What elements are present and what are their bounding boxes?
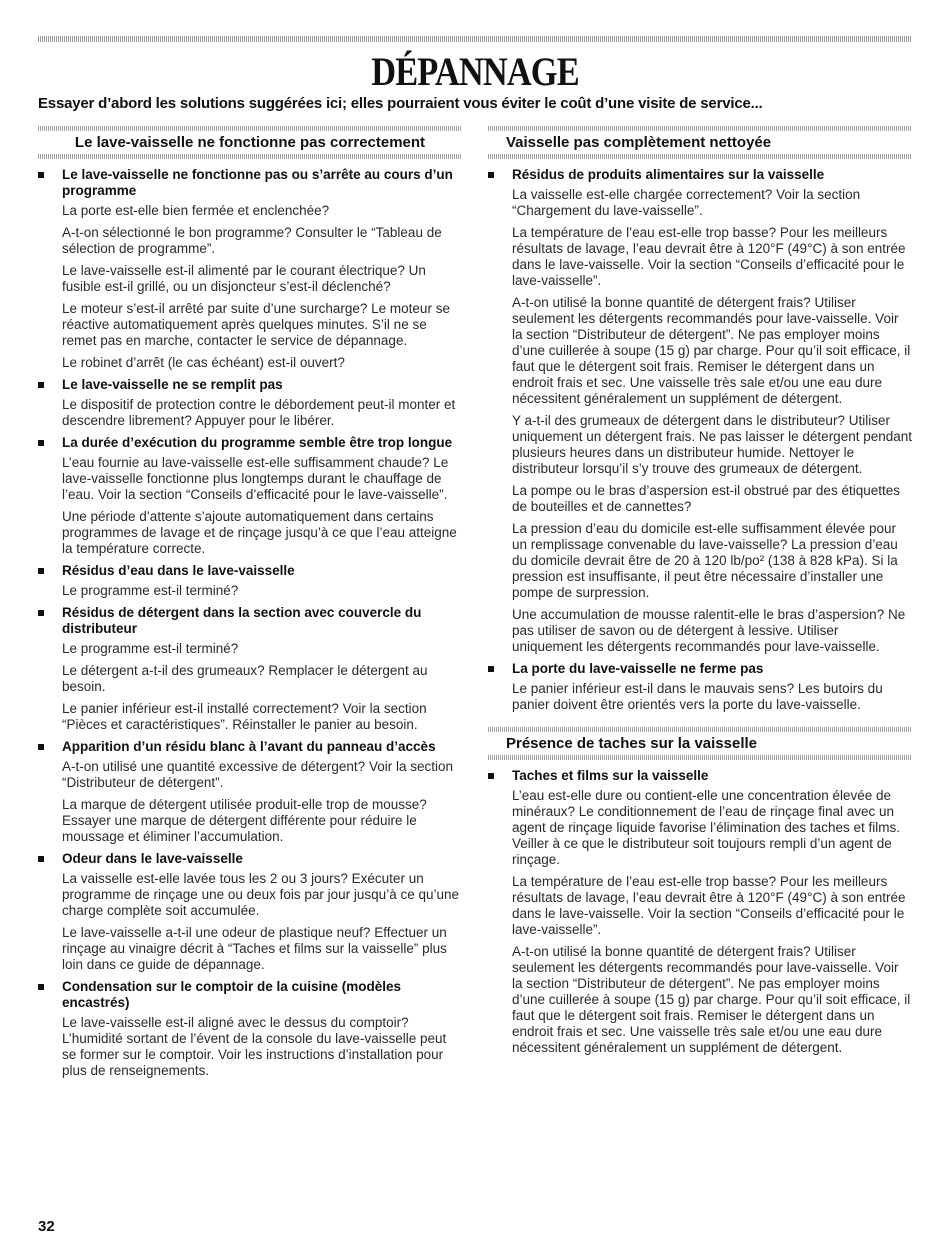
issue-heading: Le lave-vaisselle ne se remplit pas (62, 377, 283, 392)
issue-paragraph: A-t-on sélectionné le bon programme? Consulter le “Tableau de sélection de programme”. (62, 225, 442, 256)
issue-item (38, 739, 462, 845)
issue-heading: Condensation sur le comptoir de la cuisine (modèles encastrés) (62, 979, 402, 1010)
issue-heading: Résidus de détergent dans la section avec couvercle du distributeur (62, 605, 422, 636)
issue-item (38, 167, 462, 371)
issue-paragraph: La pression d’eau du domicile est-elle suffisamment élevée pour un remplissage convenable du lave-vaisselle? La pression d’eau du domicile devrait être de 20 à 120 lb/po² (138 à 828 kPa). Si la pression est insuffisante, il peut être nécessaire d’installer une pompe de surpression. (512, 521, 898, 600)
issue-heading: Odeur dans le lave-vaisselle (62, 851, 243, 866)
issue-paragraph: Y a-t-il des grumeaux de détergent dans le distributeur? Utiliser uniquement un détergent frais. Ne pas laisser le détergent pendant plusieurs heures dans un distributeur humide. Nettoyer le distributeur lorsqu’il s’y trouve des grumeaux de détergent. (512, 413, 913, 476)
issue-item (38, 851, 462, 973)
issue-paragraph: La pompe ou le bras d’aspersion est-il obstrué par des étiquettes de bouteilles et de cannettes? (512, 483, 900, 514)
section-rule-top (488, 727, 912, 732)
issue-paragraph: La porte est-elle bien fermée et enclenchée? (62, 203, 330, 218)
square-bullet-icon (488, 666, 494, 672)
section-header (488, 120, 912, 167)
issue-paragraph: A-t-on utilisé la bonne quantité de détergent frais? Utiliser seulement les détergents recommandés pour lave-vaisselle. Voir la section “Distributeur de détergent”. Ne pas employer moins d’une cuillerée à soupe (15 g) par charge. Pour qu’il soit efficace, il faut que le détergent soit frais. Remiser le détergent dans un endroit frais et sec. Une vaisselle très sale et/ou une eau dure nécessitent généralement un supplément de détergent. (512, 944, 911, 1055)
issue-heading: Le lave-vaisselle ne fonctionne pas ou s’arrête au cours d’un programme (62, 167, 453, 198)
section-rule-bottom (488, 154, 912, 159)
section-heading: Présence de taches sur la vaisselle (506, 735, 757, 752)
issue-paragraph: Le programme est-il terminé? (62, 583, 239, 598)
issue-paragraph: Le lave-vaisselle est-il alimenté par le courant électrique? Un fusible est-il grillé, ou un disjoncteur s’est-il déclenché? (62, 263, 426, 294)
section-spots (488, 721, 912, 1056)
square-bullet-icon (38, 856, 44, 862)
left-column (38, 120, 462, 1085)
issue-paragraph: A-t-on utilisé la bonne quantité de détergent frais? Utiliser seulement les détergents recommandés pour lave-vaisselle. Voir la section “Distributeur de détergent”. Ne pas employer moins d’une cuillerée à soupe (15 g) par charge. Pour qu’il soit efficace, il faut que le détergent soit frais. Remiser le détergent dans un endroit frais et sec. Une vaisselle très sale et/ou une eau dure nécessitent généralement un supplément de détergent. (512, 295, 911, 406)
square-bullet-icon (38, 172, 44, 178)
page-number: 32 (38, 1218, 55, 1235)
issue-paragraph: Le lave-vaisselle est-il aligné avec le dessus du comptoir? L’humidité sortant de l’évent de la console du lave-vaisselle peut se former sur le comptoir. Voir les instructions d’installation pour plus de renseignements. (62, 1015, 447, 1078)
issue-heading: La porte du lave-vaisselle ne ferme pas (512, 661, 764, 676)
issue-heading: La durée d’exécution du programme semble être trop longue (62, 435, 453, 450)
issue-heading: Taches et films sur la vaisselle (512, 768, 709, 783)
issue-paragraph: La température de l’eau est-elle trop basse? Pour les meilleurs résultats de lavage, l’eau devrait être à 120°F (49°C) à son entrée dans le lave-vaisselle. Voir la section “Conseils d’efficacité pour le lave-vaisselle”. (512, 225, 906, 288)
section-heading: Le lave-vaisselle ne fonctionne pas correctement (74, 134, 426, 151)
section-rule-bottom (38, 154, 462, 159)
issue-heading: Apparition d’un résidu blanc à l’avant du panneau d’accès (62, 739, 436, 754)
issue-paragraph: Le programme est-il terminé? (62, 641, 239, 656)
issue-paragraph: La vaisselle est-elle lavée tous les 2 ou 3 jours? Exécuter un programme de rinçage une ou deux fois par jour jusqu’à ce qu’une charge complète soit accumulée. (62, 871, 459, 918)
issue-paragraph: Le robinet d’arrêt (le cas échéant) est-il ouvert? (62, 355, 345, 370)
issue-item (38, 377, 462, 429)
section-rule-top (488, 126, 912, 131)
issue-item (38, 435, 462, 557)
square-bullet-icon (38, 610, 44, 616)
intro-text: Essayer d’abord les solutions suggérées ici; elles pourraient vous éviter le coût d’une visite de service... (38, 95, 763, 112)
issue-paragraph: Le détergent a-t-il des grumeaux? Remplacer le détergent au besoin. (62, 663, 428, 694)
section-header (488, 721, 912, 768)
issue-item (488, 167, 912, 655)
issue-paragraph: Une accumulation de mousse ralentit-elle le bras d’aspersion? Ne pas utiliser de savon ou de détergent à lessive. Utiliser uniquement les détergents recommandés pour lave-vaisselle. (512, 607, 906, 654)
issue-paragraph: L’eau est-elle dure ou contient-elle une concentration élevée de minéraux? Le conditionnement de l’eau de rinçage final avec un agent de rinçage liquide favorise l’élimination des taches et films. Veiller à ce que le distributeur soit toujours rempli d’un agent de rinçage. (512, 788, 900, 867)
issue-paragraph: La marque de détergent utilisée produit-elle trop de mousse? Essayer une marque de détergent différente pour réduire le moussage et éliminer l’accumulation. (62, 797, 427, 844)
section-rule-bottom (488, 755, 912, 760)
issue-list (38, 167, 462, 1079)
section-rule-top (38, 126, 462, 131)
issue-list (488, 768, 912, 1056)
issue-paragraph: Une période d’attente s’ajoute automatiquement dans certains programmes de lavage et de rinçage jusqu’à ce que l’eau atteigne la température correcte. (62, 509, 457, 556)
issue-item (488, 661, 912, 713)
issue-item (38, 605, 462, 733)
issue-paragraph: Le panier inférieur est-il installé correctement? Voir la section “Pièces et caractéristiques”. Réinstaller le panier au besoin. (62, 701, 427, 732)
issue-heading: Résidus d’eau dans le lave-vaisselle (62, 563, 295, 578)
square-bullet-icon (38, 984, 44, 990)
issue-paragraph: Le lave-vaisselle a-t-il une odeur de plastique neuf? Effectuer un rinçage au vinaigre décrit à “Taches et films sur la vaisselle” plus loin dans ce guide de dépannage. (62, 925, 447, 972)
issue-paragraph: La température de l’eau est-elle trop basse? Pour les meilleurs résultats de lavage, l’eau devrait être à 120°F (49°C) à son entrée dans le lave-vaisselle. Voir la section “Conseils d’efficacité pour le lave-vaisselle”. (512, 874, 906, 937)
issue-item (38, 979, 462, 1079)
square-bullet-icon (488, 172, 494, 178)
top-hatch-rule (38, 36, 912, 42)
issue-paragraph: La vaisselle est-elle chargée correctement? Voir la section “Chargement du lave-vaisselle”. (512, 187, 861, 218)
right-column (488, 120, 912, 1062)
square-bullet-icon (38, 568, 44, 574)
square-bullet-icon (488, 773, 494, 779)
section-not-working (38, 120, 462, 1079)
issue-list (488, 167, 912, 713)
issue-paragraph: Le dispositif de protection contre le débordement peut-il monter et descendre librement? Appuyer pour le libérer. (62, 397, 456, 428)
square-bullet-icon (38, 440, 44, 446)
issue-item (38, 563, 462, 599)
section-header (38, 120, 462, 167)
page-title: DÉPANNAGE (371, 49, 579, 94)
issue-item (488, 768, 912, 1056)
square-bullet-icon (38, 744, 44, 750)
section-not-clean (488, 120, 912, 713)
issue-paragraph: A-t-on utilisé une quantité excessive de détergent? Voir la section “Distributeur de détergent”. (62, 759, 453, 790)
issue-paragraph: Le moteur s’est-il arrêté par suite d’une surcharge? Le moteur se réactive automatiquement après quelques minutes. S’il ne se remet pas en marche, contacter le service de dépannage. (62, 301, 450, 348)
issue-paragraph: Le panier inférieur est-il dans le mauvais sens? Les butoirs du panier doivent être orientés vers la porte du lave-vaisselle. (512, 681, 883, 712)
issue-heading: Résidus de produits alimentaires sur la vaisselle (512, 167, 825, 182)
square-bullet-icon (38, 382, 44, 388)
section-heading: Vaisselle pas complètement nettoyée (506, 134, 772, 151)
issue-paragraph: L’eau fournie au lave-vaisselle est-elle suffisamment chaude? Le lave-vaisselle fonctionne plus longtemps durant le chauffage de l’eau. Voir la section “Conseils d’efficacité pour le lave-vaisselle”. (62, 455, 449, 502)
